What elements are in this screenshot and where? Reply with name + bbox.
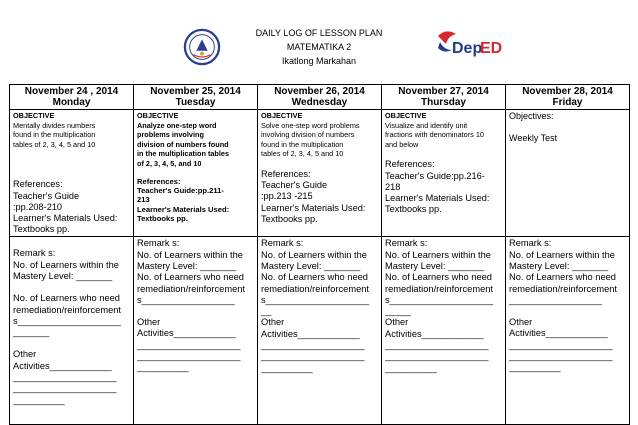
remarks-text bbox=[137, 238, 254, 373]
remarks-line: ____________________ bbox=[137, 351, 241, 362]
remarks-line: __________ bbox=[13, 394, 65, 405]
references-line: 218 bbox=[385, 181, 401, 192]
day-label: Monday bbox=[52, 97, 91, 108]
remarks-text bbox=[385, 238, 502, 374]
date-header-row bbox=[10, 85, 630, 110]
references-line: :pp.208-210 bbox=[13, 201, 63, 212]
remarks-line: remediation/reinforcement bbox=[13, 304, 121, 315]
remarks-line: Remark s: bbox=[261, 238, 304, 249]
remarks-line: _____ bbox=[385, 306, 411, 317]
objective-line: Weekly Test bbox=[509, 133, 558, 143]
remarks-line: Mastery Level: _______ bbox=[261, 260, 361, 271]
remarks-line: s__________________ bbox=[137, 294, 235, 305]
remarks-line: Activities____________ bbox=[385, 328, 484, 339]
objective-line: found in the multiplication bbox=[13, 130, 96, 140]
remarks-line: __________________ bbox=[509, 294, 603, 305]
remarks-line: No. of Learners who need bbox=[13, 293, 120, 304]
objective-line: Analyze one-step word bbox=[137, 120, 217, 130]
document-header bbox=[0, 0, 638, 84]
objective-line: fractions with denominators 10 bbox=[385, 130, 484, 140]
remarks-line: s____________________ bbox=[261, 294, 370, 305]
day-header-tuesday bbox=[134, 85, 258, 110]
remarks-line bbox=[13, 282, 130, 293]
remarks-line: Other bbox=[261, 317, 285, 328]
objective-line: problems involving bbox=[137, 130, 204, 140]
remarks-line bbox=[13, 338, 130, 349]
day-header-thursday bbox=[382, 85, 506, 110]
remarks-text bbox=[261, 238, 378, 374]
remarks-line: Activities____________ bbox=[261, 328, 360, 339]
day-label: Thursday bbox=[420, 97, 466, 108]
remarks-line: __________ bbox=[137, 362, 189, 373]
objective-text bbox=[13, 121, 130, 150]
remarks-cell-thursday bbox=[382, 237, 506, 425]
remarks-line: Other bbox=[13, 349, 37, 360]
remarks-line: No. of Learners within the bbox=[13, 259, 119, 270]
remarks-line: ____________________ bbox=[261, 340, 365, 351]
references-line: References: bbox=[137, 176, 181, 186]
objective-cell-monday bbox=[10, 110, 134, 237]
remarks-cell-friday bbox=[506, 237, 630, 425]
remarks-line: No. of Learners who need bbox=[137, 272, 244, 283]
remarks-line: Mastery Level: _______ bbox=[509, 260, 609, 271]
date-label: November 25, 2014 bbox=[150, 86, 241, 97]
remarks-line: remediation/reinforcement bbox=[261, 283, 369, 294]
remarks-line: ____________________ bbox=[261, 351, 365, 362]
remarks-line: remediation/reinforcement bbox=[385, 283, 493, 294]
references bbox=[137, 177, 254, 224]
references-line: Teacher's Guide bbox=[13, 190, 80, 201]
objective-text bbox=[137, 121, 254, 169]
day-header-friday bbox=[506, 85, 630, 110]
lesson-plan-table bbox=[9, 84, 630, 425]
objective-line: Mentally divides numbers bbox=[13, 120, 96, 130]
remarks-line bbox=[509, 306, 626, 317]
references-line: :pp.213 -215 bbox=[261, 191, 313, 202]
remarks-line: Remark s: bbox=[137, 238, 180, 249]
references-line: Teacher's Guide:pp.216- bbox=[385, 170, 485, 181]
date-label: November 26, 2014 bbox=[274, 86, 365, 97]
title-line-2: MATEMATIKA 2 bbox=[286, 42, 352, 52]
remarks-line: __ bbox=[261, 306, 272, 317]
remarks-line: Other bbox=[509, 317, 533, 328]
remarks-line: __________ bbox=[385, 362, 437, 373]
date-label: November 28, 2014 bbox=[522, 86, 613, 97]
references-line: Learner's Materials Used: bbox=[385, 192, 490, 203]
remarks-line: Remark s: bbox=[13, 248, 56, 259]
objective-cell-thursday bbox=[382, 110, 506, 237]
date-label: November 27, 2014 bbox=[398, 86, 489, 97]
remarks-text bbox=[509, 238, 626, 373]
remarks-row bbox=[10, 237, 630, 425]
deped-logo bbox=[432, 26, 502, 66]
objective-label: OBJECTIVE bbox=[13, 111, 55, 120]
objective-cell-friday bbox=[506, 110, 630, 237]
remarks-line: ____________________ bbox=[509, 351, 613, 362]
remarks-line: __________ bbox=[509, 362, 561, 373]
references-line: References: bbox=[385, 159, 435, 170]
objective-cell-wednesday bbox=[258, 110, 382, 237]
remarks-line: ____________________ bbox=[385, 340, 489, 351]
remarks-line: Remark s: bbox=[385, 238, 428, 249]
remarks-cell-monday bbox=[10, 237, 134, 425]
day-header-monday bbox=[10, 85, 134, 110]
remarks-line: s____________________ bbox=[13, 315, 122, 326]
objective-text bbox=[385, 121, 502, 150]
remarks-line: ____________________ bbox=[13, 372, 117, 383]
day-label: Wednesday bbox=[291, 97, 348, 108]
objective-line: tables of 2, 3, 4, 5 and 10 bbox=[13, 139, 96, 149]
remarks-line: ____________________ bbox=[385, 351, 489, 362]
references-line: References: bbox=[13, 179, 63, 190]
remarks-line: Mastery Level: _______ bbox=[385, 260, 485, 271]
objective-line: Solve one-step word problems bbox=[261, 120, 360, 130]
remarks-line: Mastery Level: _______ bbox=[137, 260, 237, 271]
objective-row bbox=[10, 110, 630, 237]
references-line: Textbooks pp. bbox=[385, 204, 442, 215]
references-line: Learner's Materials Used: bbox=[137, 204, 230, 214]
remarks-line: No. of Learners who need bbox=[261, 272, 368, 283]
objective-label: Objectives: bbox=[509, 111, 554, 121]
remarks-line: remediation/reinforcement bbox=[137, 283, 245, 294]
references bbox=[385, 159, 502, 215]
objective-text bbox=[509, 122, 626, 144]
references-line: Learner's Materials Used: bbox=[13, 212, 118, 223]
day-header-wednesday bbox=[258, 85, 382, 110]
remarks-line: s____________________ bbox=[385, 294, 494, 305]
svg-text:Dep: Dep bbox=[452, 40, 483, 57]
remarks-line: Activities____________ bbox=[509, 328, 608, 339]
references bbox=[261, 169, 378, 225]
remarks-line: Mastery Level: _______ bbox=[13, 270, 113, 281]
objective-line: tables of 2, 3, 4, 5 and 10 bbox=[261, 149, 344, 159]
references-line: Teacher's Guide:pp.211- bbox=[137, 185, 224, 195]
remarks-line: Activities____________ bbox=[13, 360, 112, 371]
objective-cell-tuesday bbox=[134, 110, 258, 237]
references-line: Textbooks pp. bbox=[13, 224, 70, 235]
references bbox=[13, 179, 130, 235]
svg-text:ED: ED bbox=[480, 40, 502, 57]
remarks-line: Remark s: bbox=[509, 238, 552, 249]
remarks-line: ____________________ bbox=[13, 383, 117, 394]
remarks-line: No. of Learners within the bbox=[137, 249, 243, 260]
references-line: Learner's Materials Used: bbox=[261, 202, 366, 213]
objective-label: OBJECTIVE bbox=[385, 111, 427, 120]
objective-line: involving division of numbers bbox=[261, 130, 355, 140]
objective-label: OBJECTIVE bbox=[261, 111, 303, 120]
remarks-line: _______ bbox=[13, 327, 50, 338]
objective-text bbox=[261, 121, 378, 159]
day-label: Tuesday bbox=[175, 97, 216, 108]
title-line-1: DAILY LOG OF LESSON PLAN bbox=[255, 28, 383, 38]
remarks-line: No. of Learners who need bbox=[385, 272, 492, 283]
remarks-line: No. of Learners within the bbox=[385, 249, 491, 260]
references-line: Teacher's Guide bbox=[261, 180, 328, 191]
references-line: Textbooks pp. bbox=[261, 213, 318, 224]
document-titles bbox=[0, 26, 638, 68]
remarks-line: No. of Learners within the bbox=[261, 249, 367, 260]
objective-label: OBJECTIVE bbox=[137, 111, 179, 120]
objective-line: and below bbox=[385, 139, 419, 149]
remarks-line: No. of Learners within the bbox=[509, 249, 615, 260]
remarks-cell-tuesday bbox=[134, 237, 258, 425]
references-line: 213 bbox=[137, 195, 150, 205]
remarks-line: Other bbox=[385, 317, 409, 328]
objective-line: found in the multiplication bbox=[261, 139, 344, 149]
date-label: November 24 , 2014 bbox=[24, 86, 119, 97]
objective-line: division of numbers found bbox=[137, 139, 229, 149]
remarks-line: __________ bbox=[261, 362, 313, 373]
references-line: Textbooks pp. bbox=[137, 214, 188, 224]
objective-line: in the multiplication tables bbox=[137, 149, 230, 159]
remarks-line bbox=[137, 306, 254, 317]
remarks-text bbox=[13, 248, 130, 406]
title-line-3: Ikatlong Markahan bbox=[281, 56, 357, 66]
remarks-line: remediation/reinforcement bbox=[509, 283, 617, 294]
remarks-line: Other bbox=[137, 317, 161, 328]
objective-line bbox=[509, 122, 626, 133]
remarks-line: ____________________ bbox=[137, 339, 241, 350]
references-line: References: bbox=[261, 168, 311, 179]
objective-line: Visualize and identify unit bbox=[385, 120, 468, 130]
remarks-line: Activities____________ bbox=[137, 328, 236, 339]
objective-line: of 2, 3, 4, 5, and 10 bbox=[137, 158, 202, 168]
remarks-line: ____________________ bbox=[509, 339, 613, 350]
day-label: Friday bbox=[552, 97, 583, 108]
remarks-line: No. of Learners who need bbox=[509, 272, 616, 283]
remarks-cell-wednesday bbox=[258, 237, 382, 425]
